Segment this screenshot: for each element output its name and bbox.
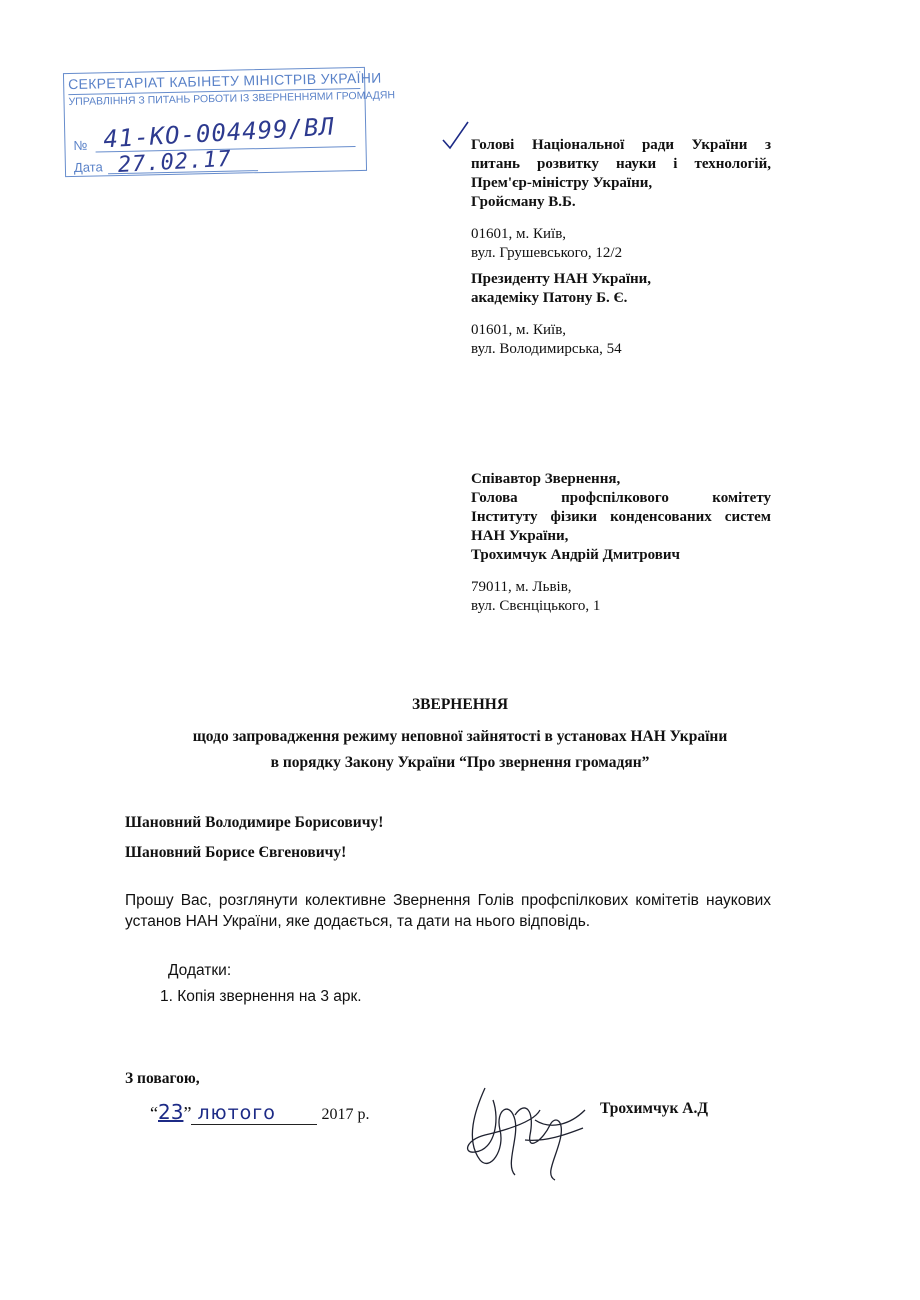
recipient-1-address-2: вул. Грушевського, 12/2 bbox=[471, 245, 623, 261]
date-year: 2017 р. bbox=[321, 1106, 370, 1123]
stamp-date-label: Дата bbox=[73, 159, 103, 175]
handwritten-signature bbox=[455, 1080, 595, 1190]
sender-block bbox=[471, 470, 771, 616]
stamp-number-value: 41-КО-004499/ВЛ bbox=[102, 112, 336, 154]
document-title: ЗВЕРНЕННЯ bbox=[411, 696, 509, 713]
recipient-1 bbox=[471, 136, 771, 263]
recipient-2 bbox=[471, 270, 771, 359]
sender-line-1: Співавтор Звернення, bbox=[471, 471, 621, 487]
greeting-2: Шановний Борисе Євгеновичу! bbox=[125, 844, 347, 861]
recipient-1-line-2: питань розвитку науки і технологій, bbox=[471, 156, 771, 172]
closing: З повагою, bbox=[125, 1070, 200, 1087]
document-subtitle-2: в порядку Закону України “Про звернення громадян” bbox=[270, 754, 650, 771]
date-open-quote: “ bbox=[150, 1103, 158, 1123]
checkmark-icon bbox=[440, 120, 470, 152]
signature-date bbox=[150, 1100, 369, 1125]
attachment-item: 1. Копія звернення на 3 арк. bbox=[160, 988, 362, 1005]
sender-line-3: Інституту фізики конденсованих систем bbox=[471, 509, 771, 525]
sender-address-2: вул. Свєнціцького, 1 bbox=[471, 598, 601, 614]
stamp-number-label: № bbox=[73, 137, 88, 153]
recipient-2-line-1: Президенту НАН України, bbox=[471, 271, 652, 287]
recipient-1-address-1: 01601, м. Київ, bbox=[471, 226, 567, 242]
date-close-quote: ” bbox=[183, 1103, 192, 1123]
signer-name: Трохимчук А.Д bbox=[600, 1100, 709, 1117]
recipient-1-line-1: Голові Національної ради України з bbox=[471, 137, 771, 153]
greeting-1: Шановний Володимире Борисовичу! bbox=[125, 814, 384, 831]
body-paragraph: Прошу Вас, розглянути колективне Звернення Голів профспілкових комітетів наукових установ НАН України, яке додається, та дати на нього відповідь. bbox=[125, 892, 771, 930]
attachments-label: Додатки: bbox=[168, 962, 232, 979]
document-subtitle-1: щодо запровадження режиму неповної зайнятості в установах НАН України bbox=[192, 728, 728, 745]
recipient-2-address-2: вул. Володимирська, 54 bbox=[471, 341, 622, 357]
sender-line-4: НАН України, bbox=[471, 528, 569, 544]
date-day: 23 bbox=[158, 1100, 184, 1124]
sender-line-5: Трохимчук Андрій Дмитрович bbox=[471, 547, 680, 563]
sender-line-2: Голова профспілкового комітету bbox=[471, 490, 771, 506]
stamp-date-value: 27.02.17 bbox=[117, 146, 233, 179]
sender-address-1: 79011, м. Львів, bbox=[471, 579, 572, 595]
stamp-line-1: СЕКРЕТАРІАТ КАБІНЕТУ МІНІСТРІВ УКРАЇНИ bbox=[68, 70, 360, 95]
recipient-1-line-4: Гройсману В.Б. bbox=[471, 194, 576, 210]
registration-stamp bbox=[63, 67, 396, 179]
stamp-line-2: УПРАВЛІННЯ З ПИТАНЬ РОБОТИ ІЗ ЗВЕРНЕННЯМИ ГРОМАДЯН bbox=[68, 89, 396, 109]
recipient-2-line-2: академіку Патону Б. Є. bbox=[471, 290, 628, 306]
recipient-2-address-1: 01601, м. Київ, bbox=[471, 322, 567, 338]
date-month: лютого bbox=[191, 1102, 317, 1125]
recipient-1-line-3: Прем'єр-міністру України, bbox=[471, 175, 653, 191]
